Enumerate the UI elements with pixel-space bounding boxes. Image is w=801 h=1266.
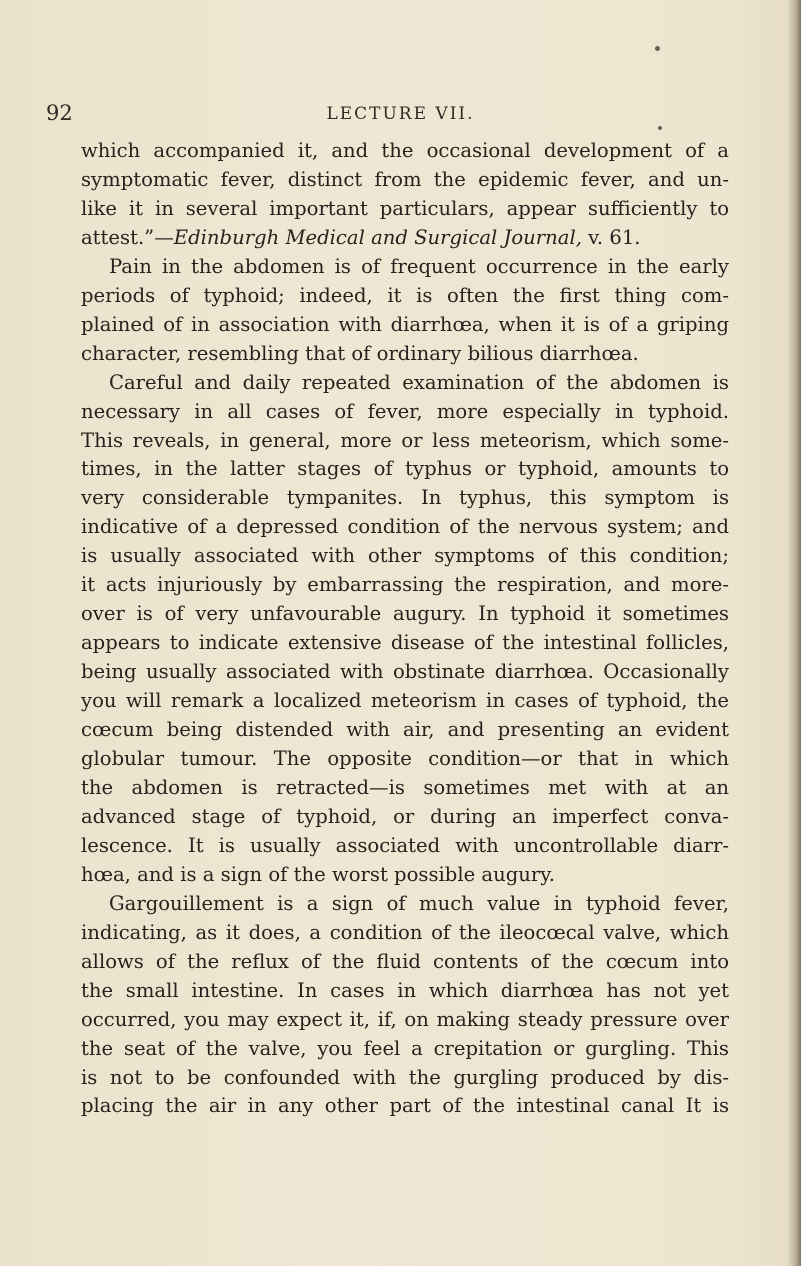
text-line: over is of very unfavourable augury. In typhoid it sometimes	[81, 602, 729, 626]
text-line: being usually associated with obstinate diarrhœa. Occasionally	[81, 660, 729, 684]
text-line: you will remark a localized meteorism in cases of typhoid, the	[81, 689, 729, 713]
text-line: globular tumour. The opposite condition—or that in which	[81, 747, 729, 771]
text-line: character, resembling that of ordinary bilious diarrhœa.	[81, 341, 639, 365]
text-line: lescence. It is usually associated with uncontrollable diarr-	[81, 833, 729, 857]
text-line: the abdomen is retracted—is sometimes met with at an	[81, 775, 729, 799]
text-line: Careful and daily repeated examination of the abdomen is	[109, 370, 729, 394]
text-line: plained of in association with diarrhœa, when it is of a griping	[81, 312, 729, 336]
text-line: is usually associated with other symptoms of this condition;	[81, 544, 729, 568]
running-head: LECTURE VII.	[326, 104, 475, 124]
text-line: very considerable tympanites. In typhus, this symptom is	[81, 486, 729, 510]
text-line: appears to indicate extensive disease of the intestinal follicles,	[81, 631, 729, 655]
text-line: Gargouillement is a sign of much value in typhoid fever,	[109, 891, 729, 915]
print-speck	[655, 46, 660, 51]
citation-suffix: v. 61.	[581, 225, 641, 249]
text-line: the seat of the valve, you feel a crepitation or gurgling. This	[81, 1036, 729, 1060]
text-line: the small intestine. In cases in which diarrhœa has not yet	[81, 978, 729, 1002]
text-line: Pain in the abdomen is of frequent occurrence in the early	[109, 254, 729, 278]
page-header	[0, 95, 801, 129]
text-line: hœa, and is a sign of the worst possible augury.	[81, 862, 555, 886]
text-line: symptomatic fever, distinct from the epidemic fever, and un-	[81, 167, 729, 191]
text-line: like it in several important particulars, appear sufficiently to	[81, 196, 729, 220]
body-text	[81, 137, 729, 1121]
text-line: indicative of a depressed condition of the nervous system; and	[81, 515, 729, 539]
citation-source: Edinburgh Medical and Surgical Journal,	[173, 225, 582, 249]
text-line: times, in the latter stages of typhus or typhoid, amounts to	[81, 457, 729, 481]
text-line: This reveals, in general, more or less meteorism, which some-	[81, 428, 729, 452]
text-line: cœcum being distended with air, and presenting an evident	[81, 718, 729, 742]
text-line: necessary in all cases of fever, more especially in typhoid.	[81, 399, 729, 423]
paragraph	[81, 137, 729, 253]
page-edge-shadow	[787, 0, 801, 1266]
text-line: allows of the reflux of the fluid contents of the cœcum into	[81, 949, 729, 973]
text-line: is not to be confounded with the gurgling produced by dis-	[81, 1065, 729, 1089]
text-line: advanced stage of typhoid, or during an imperfect conva-	[81, 804, 729, 828]
text-line: indicating, as it does, a condition of the ileocœcal valve, which	[81, 920, 729, 944]
text-line: placing the air in any other part of the intestinal canal It is	[81, 1094, 729, 1118]
text-line: occurred, you may expect it, if, on making steady pressure over	[81, 1007, 729, 1031]
page-number: 92	[46, 101, 73, 125]
citation-prefix: attest.”—	[81, 225, 174, 249]
text-line: it acts injuriously by embarrassing the respiration, and more-	[81, 573, 729, 597]
text-line: which accompanied it, and the occasional development of a	[81, 139, 729, 162]
citation-line	[81, 224, 729, 253]
paragraph	[81, 890, 729, 1122]
paragraph	[81, 253, 729, 369]
paragraph	[81, 369, 729, 890]
text-line: periods of typhoid; indeed, it is often the first thing com-	[81, 283, 729, 307]
